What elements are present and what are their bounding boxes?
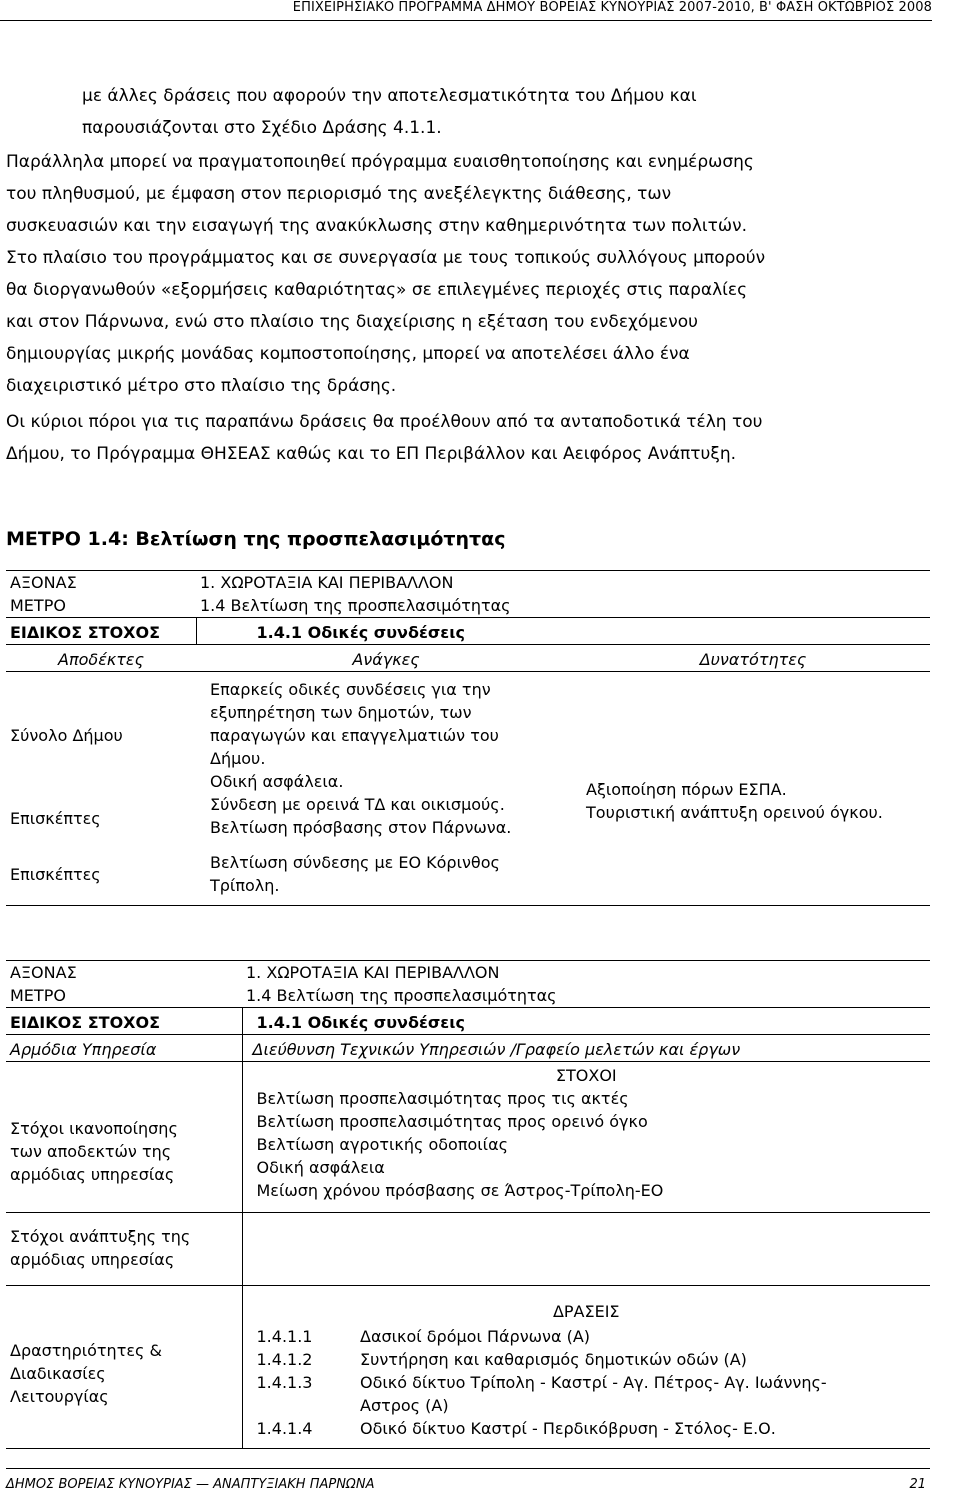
needs-line: Τρίπολη. <box>210 876 280 895</box>
measure-value: 1.4 Βελτίωση της προσπελασιμότητας <box>200 596 511 615</box>
label-line: των αποδεκτών της <box>10 1142 172 1161</box>
action-codes <box>242 1323 356 1449</box>
paragraph-line: διαχειριστικό μέτρο στο πλαίσιο της δράσης. <box>6 376 397 396</box>
label-line: αρμόδιας υπηρεσίας <box>10 1250 175 1269</box>
action-code: 1.4.1.1 <box>256 1327 313 1346</box>
paragraph-line: και στον Πάρνωνα, ενώ στο πλαίσιο της διαχείρισης η εξέταση του ενδεχόμενου <box>6 312 698 332</box>
satisfaction-label <box>6 1087 242 1213</box>
goal-line: Βελτίωση προσπελασιμότητας προς ορεινό όγκο <box>256 1112 648 1131</box>
action-text: Δασικοί δρόμοι Πάρνωνα (Α) <box>360 1327 591 1346</box>
actions-label <box>6 1323 242 1449</box>
measure-label: ΜΕΤΡΟ <box>10 596 66 615</box>
action-text: Αστρος (Α) <box>360 1396 449 1415</box>
service-value: Διεύθυνση Τεχνικών Υπηρεσιών /Γραφείο μελετών και έργων <box>252 1040 741 1059</box>
goal-line: Οδική ασφάλεια <box>256 1158 385 1177</box>
paragraph-line: παρουσιάζονται στο Σχέδιο Δράσης 4.1.1. <box>82 118 442 138</box>
needs-line: Οδική ασφάλεια. <box>210 772 344 791</box>
axis-value: 1. ΧΩΡΟΤΑΞΙΑ ΚΑΙ ΠΕΡΙΒΑΛΛΟΝ <box>246 963 500 982</box>
label-line: αρμόδιας υπηρεσίας <box>10 1165 175 1184</box>
goal-line: Βελτίωση αγροτικής οδοποιίας <box>256 1135 509 1154</box>
actions-heading: ΔΡΑΣΕΙΣ <box>552 1302 620 1321</box>
label-line: Στόχοι ικανοποίησης <box>10 1119 178 1138</box>
needs-cell <box>196 839 576 906</box>
action-code: 1.4.1.2 <box>256 1350 313 1369</box>
needs-line: παραγωγών και επαγγελματιών του <box>210 726 499 745</box>
service-label: Αρμόδια Υπηρεσία <box>6 1035 242 1062</box>
page-header <box>0 0 932 21</box>
goal-line: Μείωση χρόνου πρόσβασης σε Άστρος-Τρίπολη-ΕΟ <box>256 1181 664 1200</box>
action-text: Οδικό δίκτυο Τρίπολη - Καστρί - Αγ. Πέτρος- Αγ. Ιωάννης- <box>360 1373 827 1392</box>
paragraph-line: δημιουργίας μικρής μονάδας κομποστοποίησης, μπορεί να αποτελέσει άλλο ένα <box>6 344 690 364</box>
measure-label: ΜΕΤΡΟ <box>10 986 66 1005</box>
goals-heading: ΣΤΟΧΟΙ <box>555 1066 617 1085</box>
action-text: Οδικό δίκτυο Καστρί - Περδικόβρυση - Στόλος- Ε.Ο. <box>360 1419 776 1438</box>
col-possibilities: Δυνατότητες <box>699 650 807 669</box>
label-line: Διαδικασίες <box>10 1364 106 1383</box>
needs-line: Βελτίωση πρόσβασης στον Πάρνωνα. <box>210 818 512 837</box>
needs-line: Δήμου. <box>210 749 266 768</box>
paragraph-line: Παράλληλα μπορεί να πραγματοποιηθεί πρόγραμμα ευαισθητοποίησης και ενημέρωσης <box>6 152 754 172</box>
needs-line: Βελτίωση σύνδεσης με ΕΟ Κόρινθος <box>210 853 500 872</box>
label-line: Δραστηριότητες & <box>10 1341 162 1360</box>
possibilities-cell <box>576 672 930 906</box>
paragraph-line: με άλλες δράσεις που αφορούν την αποτελεσματικότητα του Δήμου και <box>82 86 697 106</box>
paragraph-line: Δήμου, το Πρόγραμμα ΘΗΣΕΑΣ καθώς και το ΕΠ Περιβάλλον και Αειφόρος Ανάπτυξη. <box>6 444 737 464</box>
goal-label: ΕΙΔΙΚΟΣ ΣΤΟΧΟΣ <box>6 1008 242 1035</box>
paragraph-3 <box>6 406 930 470</box>
axis-label: ΑΞΟΝΑΣ <box>10 573 77 592</box>
needs-line: Επαρκείς οδικές συνδέσεις για την <box>210 680 491 699</box>
possibility-line: Αξιοποίηση πόρων ΕΣΠΑ. <box>586 780 787 799</box>
action-code: 1.4.1.4 <box>256 1419 313 1438</box>
paragraph-1 <box>82 80 930 144</box>
header-text: ΕΠΙΧΕΙΡΗΣΙΑΚΟ ΠΡΟΓΡΑΜΜΑ ΔΗΜΟΥ ΒΟΡΕΙΑΣ ΚΥΝΟΥΡΙΑΣ 2007-2010, Β' ΦΑΣΗ ΟΚΤΩΒΡΙΟΣ 2008 <box>292 0 932 15</box>
paragraph-2 <box>6 146 930 402</box>
needs-cell <box>196 672 576 794</box>
col-needs: Ανάγκες <box>352 650 420 669</box>
col-recipients: Αποδέκτες <box>58 650 144 669</box>
possibility-line: Τουριστική ανάπτυξη ορεινού όγκου. <box>586 803 883 822</box>
paragraph-line: Οι κύριοι πόροι για τις παραπάνω δράσεις θα προέλθουν από τα ανταποδοτικά τέλη του <box>6 412 763 432</box>
goal-value: 1.4.1 Οδικές συνδέσεις <box>242 1008 930 1035</box>
development-label <box>6 1213 242 1286</box>
page-number: 21 <box>909 1477 926 1492</box>
recipient-cell: Σύνολο Δήμου <box>10 726 123 745</box>
actions-table <box>6 960 930 1449</box>
axis-label: ΑΞΟΝΑΣ <box>10 963 77 982</box>
needs-line: εξυπηρέτηση των δημοτών, των <box>210 703 472 722</box>
page-footer <box>6 1468 930 1492</box>
action-code: 1.4.1.3 <box>256 1373 313 1392</box>
recipient-cell: Επισκέπτες <box>10 808 101 828</box>
goal-label: ΕΙΔΙΚΟΣ ΣΤΟΧΟΣ <box>6 618 196 645</box>
label-line: Στόχοι ανάπτυξης της <box>10 1227 191 1246</box>
needs-table <box>6 570 930 906</box>
paragraph-line: του πληθυσμού, με έμφαση στον περιορισμό της ανεξέλεγκτης διάθεσης, των <box>6 184 672 204</box>
action-texts <box>356 1323 930 1449</box>
measure-title: ΜΕΤΡΟ 1.4: Βελτίωση της προσπελασιμότητας <box>6 528 506 550</box>
satisfaction-goals <box>242 1087 930 1213</box>
needs-cell <box>196 793 576 839</box>
recipient-cell: Επισκέπτες <box>10 864 101 884</box>
needs-line: Σύνδεση με ορεινά ΤΔ και οικισμούς. <box>210 795 505 814</box>
action-text: Συντήρηση και καθαρισμός δημοτικών οδών (Α) <box>360 1350 747 1369</box>
label-line: Λειτουργίας <box>10 1387 109 1406</box>
paragraph-line: Στο πλαίσιο του προγράμματος και σε συνεργασία με τους τοπικούς συλλόγους μπορούν <box>6 248 766 268</box>
footer-text: ΔΗΜΟΣ ΒΟΡΕΙΑΣ ΚΥΝΟΥΡΙΑΣ — ΑΝΑΠΤΥΞΙΑΚΗ ΠΑΡΝΩΝΑ <box>6 1477 375 1492</box>
measure-value: 1.4 Βελτίωση της προσπελασιμότητας <box>246 986 557 1005</box>
goal-value: 1.4.1 Οδικές συνδέσεις <box>196 618 930 645</box>
goal-line: Βελτίωση προσπελασιμότητας προς τις ακτές <box>256 1089 629 1108</box>
axis-value: 1. ΧΩΡΟΤΑΞΙΑ ΚΑΙ ΠΕΡΙΒΑΛΛΟΝ <box>200 573 454 592</box>
paragraph-line: συσκευασιών και την εισαγωγή της ανακύκλωσης στην καθημερινότητα των πολιτών. <box>6 216 748 236</box>
paragraph-line: θα διοργανωθούν «εξορμήσεις καθαριότητας» σε επιλεγμένες περιοχές στις παραλίες <box>6 280 748 300</box>
